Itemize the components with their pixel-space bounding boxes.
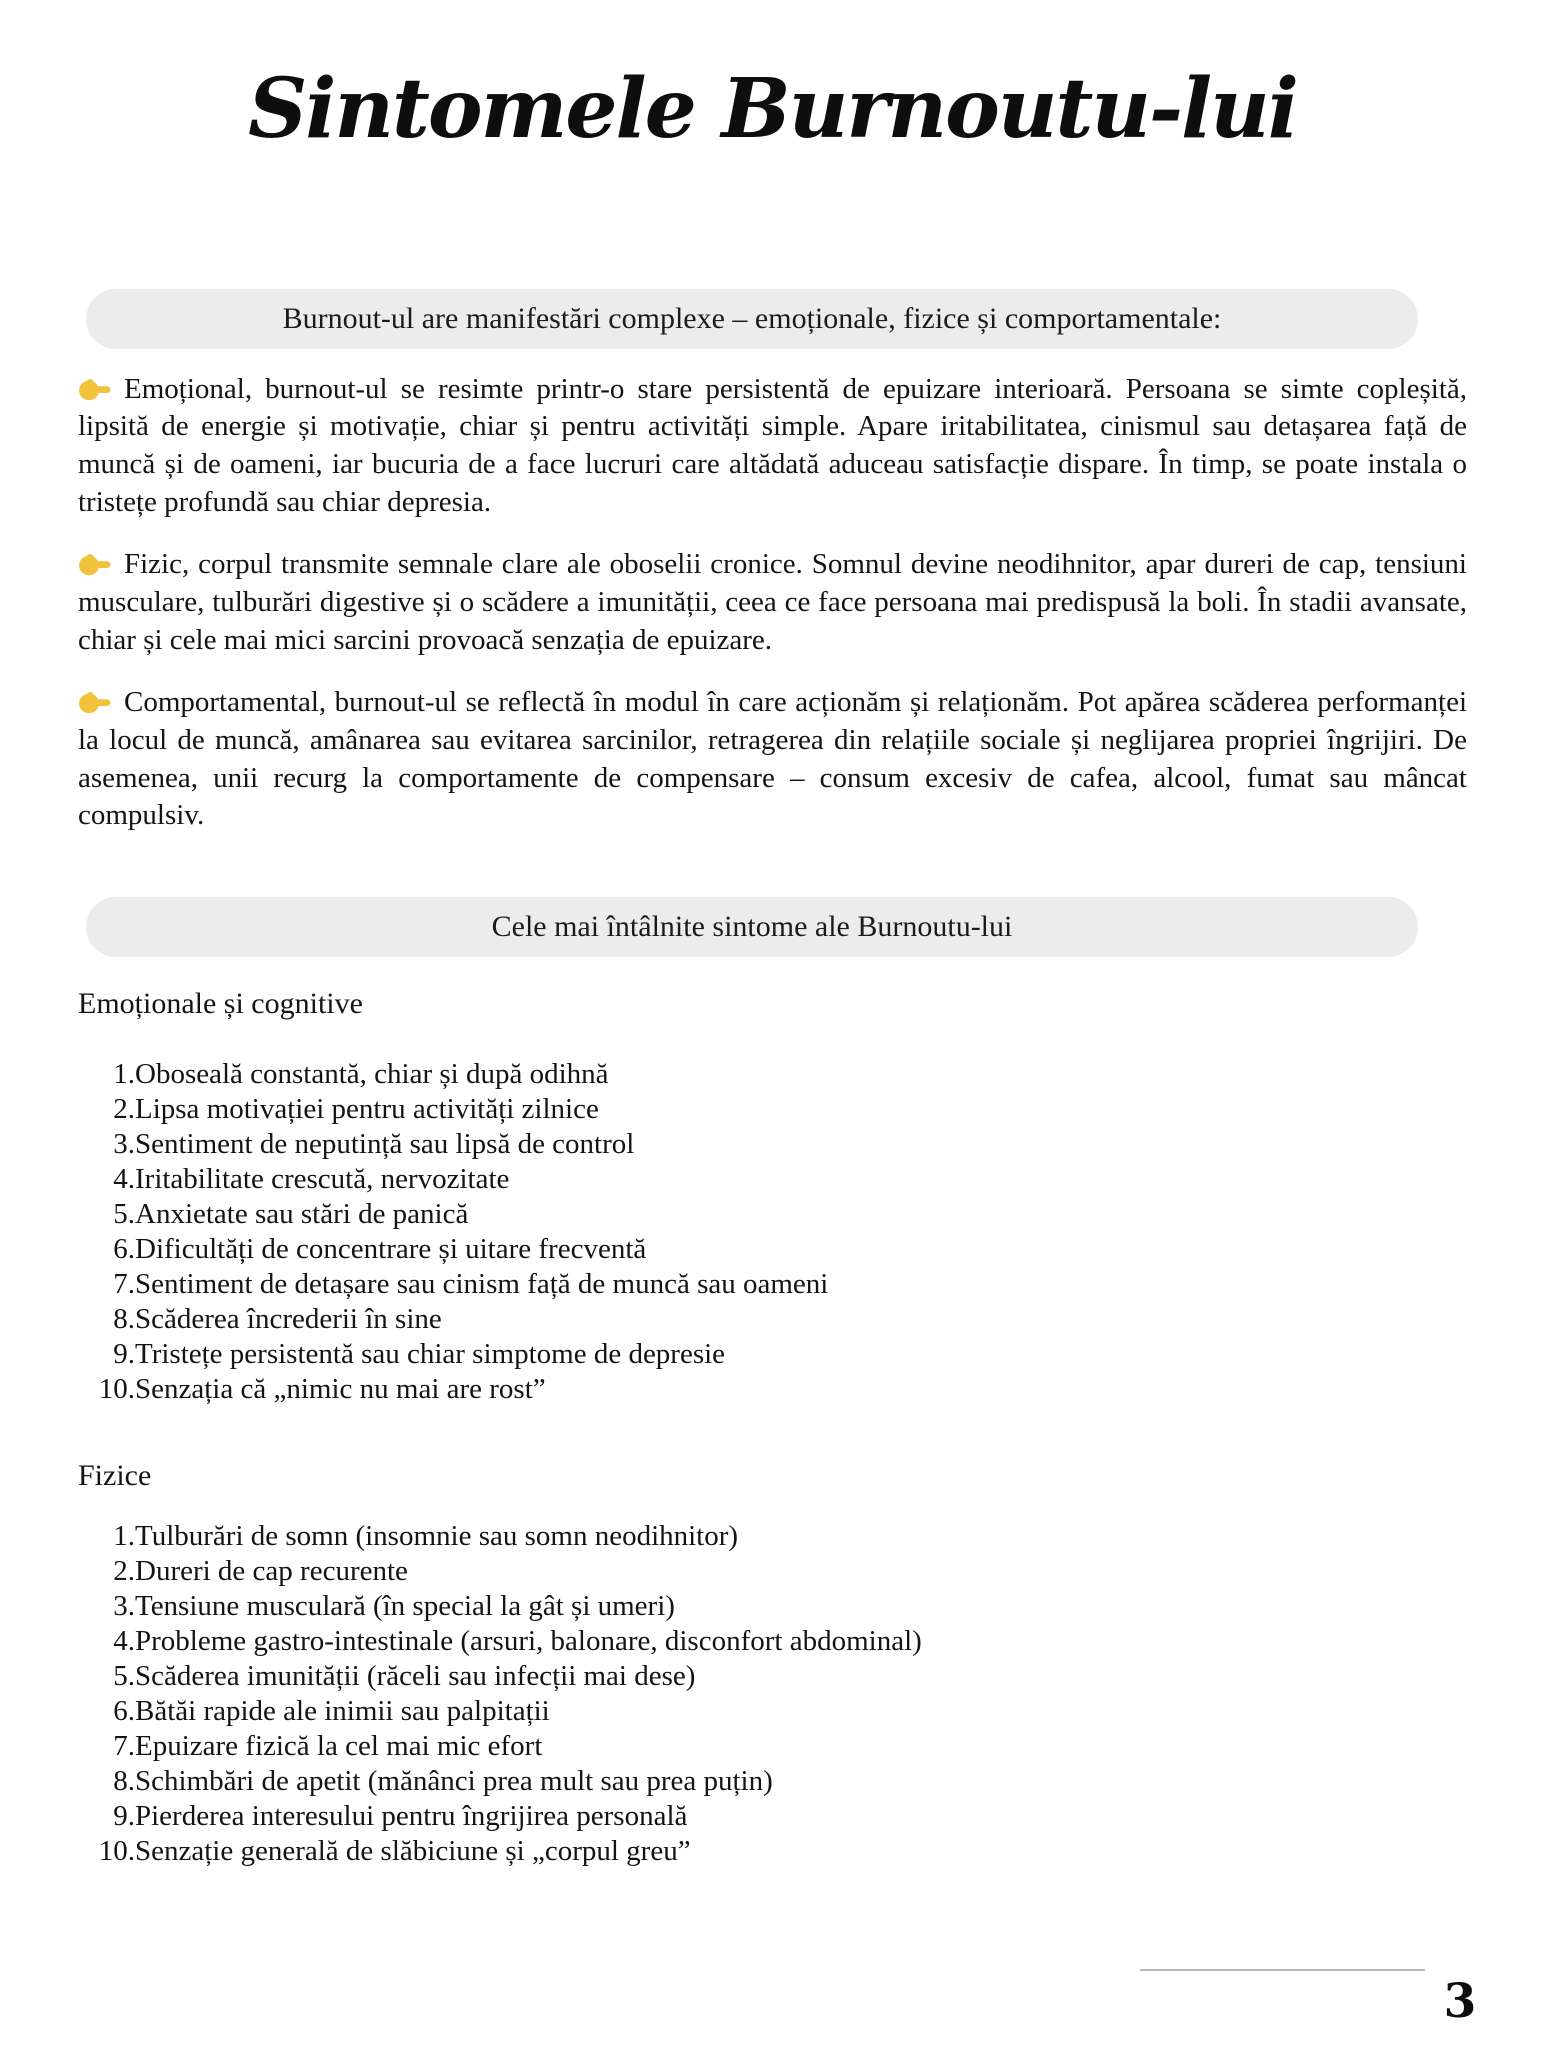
list-item-text: Probleme gastro-intestinale (arsuri, balonare, disconfort abdominal) bbox=[135, 1625, 922, 1658]
list-item bbox=[78, 1624, 1467, 1659]
list-item bbox=[78, 1162, 1467, 1197]
symptoms-banner bbox=[86, 897, 1418, 957]
list-item-number: 6. bbox=[113, 1233, 135, 1266]
list-item-text: Senzație generală de slăbiciune și „corpul greu” bbox=[135, 1835, 691, 1868]
page-number: 3 bbox=[1443, 1974, 1477, 2029]
list-item bbox=[78, 1659, 1467, 1694]
list-item-number: 3. bbox=[113, 1128, 135, 1161]
list-item bbox=[78, 1834, 1467, 1869]
paragraph-emotional bbox=[78, 371, 1467, 522]
list-item-text: Tristețe persistentă sau chiar simptome de depresie bbox=[135, 1338, 726, 1371]
intro-banner bbox=[86, 289, 1418, 349]
paragraph-text: Emoțional, burnout-ul se resimte printr-o stare persistentă de epuizare interioară. Persoana se simte copleșită, lipsită de energie și motivație, chiar și pentru activități simple. Apare iritabilitatea, cinismul sau detașarea față de muncă și de oameni, iar bucuria de a face lucruri care altădată aduceau satisfacție dispare. În timp, se poate instala o tristețe profundă sau chiar depresia. bbox=[78, 372, 1467, 518]
list-item-text: Tensiune musculară (în special la gât și umeri) bbox=[135, 1590, 675, 1623]
list-item-number: 2. bbox=[113, 1555, 135, 1588]
list-item bbox=[78, 1232, 1467, 1267]
list-item bbox=[78, 1302, 1467, 1337]
list-item-text: Scăderea imunității (răceli sau infecții mai dese) bbox=[135, 1660, 696, 1693]
list-item-text: Sentiment de neputință sau lipsă de control bbox=[135, 1128, 635, 1161]
list-item-number: 3. bbox=[113, 1590, 135, 1623]
list-item-text: Senzația că „nimic nu mai are rost” bbox=[135, 1373, 546, 1406]
list-item-number: 9. bbox=[113, 1800, 135, 1833]
backhand-index-pointing-right-icon bbox=[78, 375, 111, 402]
list-item bbox=[78, 1267, 1467, 1302]
list-item-number: 7. bbox=[113, 1730, 135, 1763]
paragraph-text: Comportamental, burnout-ul se reflectă în modul în care acționăm și relaționăm. Pot apărea scăderea performanței la locul de muncă, amânarea sau evitarea sarcinilor, retragerea din relațiile sociale și neglijarea propriei îngrijiri. De asemenea, unii recurg la comportamente de compensare – consum excesiv de cafea, alcool, fumat sau mâncat compulsiv. bbox=[78, 686, 1467, 832]
list-item bbox=[78, 1057, 1467, 1092]
list-item bbox=[78, 1337, 1467, 1372]
list-item bbox=[78, 1372, 1467, 1407]
footer-divider-line bbox=[1140, 1969, 1425, 1971]
list-item bbox=[78, 1764, 1467, 1799]
list-item bbox=[78, 1729, 1467, 1764]
list-item-text: Anxietate sau stări de panică bbox=[135, 1198, 469, 1231]
list-item-text: Dificultăți de concentrare și uitare frecventă bbox=[135, 1233, 647, 1266]
list-item-number: 6. bbox=[113, 1695, 135, 1728]
list-item-number: 5. bbox=[113, 1198, 135, 1231]
list-item-text: Bătăi rapide ale inimii sau palpitații bbox=[135, 1695, 550, 1728]
list-item-number: 2. bbox=[113, 1093, 135, 1126]
list-item-text: Schimbări de apetit (mănânci prea mult sau prea puțin) bbox=[135, 1765, 773, 1798]
list-item-number: 4. bbox=[113, 1163, 135, 1196]
list-item-number: 9. bbox=[113, 1338, 135, 1371]
list-item bbox=[78, 1092, 1467, 1127]
list-item bbox=[78, 1554, 1467, 1589]
list-item-text: Dureri de cap recurente bbox=[135, 1555, 408, 1588]
paragraph-text: Fizic, corpul transmite semnale clare ale oboselii cronice. Somnul devine neodihnitor, apar dureri de cap, tensiuni musculare, tulburări digestive și o scădere a imunității, ceea ce face persoana mai predispusă la boli. În stadii avansate, chiar și cele mai mici sarcini provoacă senzația de epuizare. bbox=[78, 548, 1467, 656]
document-page bbox=[0, 58, 1545, 1869]
list-item-text: Lipsa motivației pentru activități zilnice bbox=[135, 1093, 599, 1126]
intro-banner-text: Burnout-ul are manifestări complexe – emoționale, fizice și comportamentale: bbox=[282, 301, 1222, 335]
list-item-text: Sentiment de detașare sau cinism față de muncă sau oameni bbox=[135, 1268, 829, 1301]
list-item bbox=[78, 1694, 1467, 1729]
backhand-index-pointing-right-icon bbox=[78, 688, 111, 715]
section-heading-emotional-cognitive: Emoționale și cognitive bbox=[78, 987, 363, 1021]
list-item-number: 4. bbox=[113, 1625, 135, 1658]
list-item-number: 10. bbox=[98, 1373, 135, 1406]
physical-list bbox=[78, 1519, 1467, 1869]
section-heading-physical: Fizice bbox=[78, 1459, 152, 1493]
symptoms-banner-text: Cele mai întâlnite sintome ale Burnoutu-lui bbox=[491, 910, 1013, 944]
list-item-text: Oboseală constantă, chiar și după odihnă bbox=[135, 1058, 609, 1091]
list-item bbox=[78, 1799, 1467, 1834]
emotional-cognitive-list bbox=[78, 1057, 1467, 1407]
page-title: Sintomele Burnoutu-lui bbox=[248, 61, 1297, 157]
backhand-index-pointing-right-icon bbox=[78, 550, 111, 577]
list-item bbox=[78, 1589, 1467, 1624]
list-item-number: 1. bbox=[113, 1058, 135, 1091]
list-item-number: 8. bbox=[113, 1765, 135, 1798]
list-item bbox=[78, 1197, 1467, 1232]
list-item-text: Iritabilitate crescută, nervozitate bbox=[135, 1163, 510, 1196]
list-item-text: Scăderea încrederii în sine bbox=[135, 1303, 442, 1336]
list-item-text: Pierderea interesului pentru îngrijirea personală bbox=[135, 1800, 688, 1833]
list-item bbox=[78, 1127, 1467, 1162]
paragraph-behavioral bbox=[78, 684, 1467, 835]
list-item-number: 5. bbox=[113, 1660, 135, 1693]
list-item bbox=[78, 1519, 1467, 1554]
list-item-number: 8. bbox=[113, 1303, 135, 1336]
list-item-number: 10. bbox=[98, 1835, 135, 1868]
list-item-number: 1. bbox=[113, 1520, 135, 1553]
list-item-text: Tulburări de somn (insomnie sau somn neodihnitor) bbox=[135, 1520, 739, 1553]
list-item-number: 7. bbox=[113, 1268, 135, 1301]
paragraph-physical bbox=[78, 546, 1467, 659]
list-item-text: Epuizare fizică la cel mai mic efort bbox=[135, 1730, 543, 1763]
